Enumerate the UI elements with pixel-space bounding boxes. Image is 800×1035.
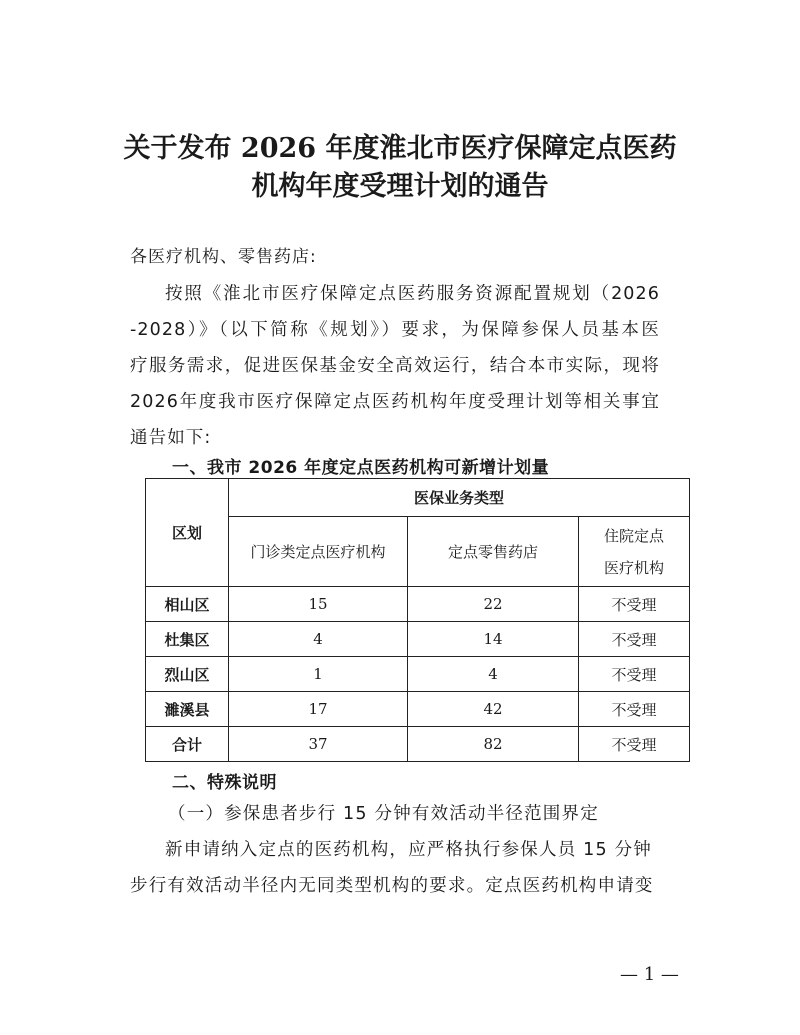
subsection-1-heading: （一）参保患者步行 15 分钟有效活动半径范围界定 [168,804,599,824]
cell-region: 合计 [146,727,229,762]
cell-region: 杜集区 [146,622,229,657]
salutation: 各医疗机构、零售药店: [130,247,317,267]
table-row [146,692,690,727]
quota-table [145,478,690,762]
cell-outpatient: 1 [229,657,408,692]
cell-inpatient: 不受理 [579,727,690,762]
table-row [146,587,690,622]
header-outpatient: 门诊类定点医疗机构 [229,517,408,587]
subsection-1-heading-wrap [168,796,668,832]
header-region: 区划 [146,479,229,587]
title-line-1: 关于发布 2026 年度淮北市医疗保障定点医药 [123,133,677,164]
header-pharmacy: 定点零售药店 [408,517,579,587]
intro-line: 按照《淮北市医疗保障定点医药服务资源配置规划（2026 [165,284,660,304]
cell-region: 濉溪县 [146,692,229,727]
cell-outpatient: 15 [229,587,408,622]
intro-line: 疗服务需求，促进医保基金安全高效运行，结合本市实际，现将 [130,356,660,376]
cell-inpatient: 不受理 [579,587,690,622]
table-row-total [146,727,690,762]
table-row [146,657,690,692]
cell-outpatient: 4 [229,622,408,657]
section-2-heading: 二、特殊说明 [172,773,277,793]
cell-pharmacy: 82 [408,727,579,762]
body-line: 步行有效活动半径内无同类型机构的要求。定点医药机构申请变 [130,876,654,896]
cell-region: 烈山区 [146,657,229,692]
document-title [100,130,700,206]
intro-line: -2028）》（以下简称《规划》）要求，为保障参保人员基本医 [130,320,660,340]
cell-pharmacy: 4 [408,657,579,692]
section-1-heading: 一、我市 2026 年度定点医药机构可新增计划量 [172,458,550,478]
body-paragraph [130,832,670,904]
header-inpatient-line1: 住院定点 [603,526,664,545]
title-line-2: 机构年度受理计划的通告 [251,171,549,202]
intro-line: 2026年度我市医疗保障定点医药机构年度受理计划等相关事宜 [130,392,660,412]
body-line: 新申请纳入定点的医药机构，应严格执行参保人员 15 分钟 [165,840,652,860]
cell-outpatient: 37 [229,727,408,762]
cell-region: 相山区 [146,587,229,622]
table-row [146,622,690,657]
cell-pharmacy: 14 [408,622,579,657]
cell-inpatient: 不受理 [579,692,690,727]
header-inpatient [579,517,690,587]
intro-line: 通告如下: [130,428,212,448]
cell-pharmacy: 22 [408,587,579,622]
page-number: — 1 — [620,964,679,985]
cell-outpatient: 17 [229,692,408,727]
intro-paragraph [130,276,660,456]
cell-pharmacy: 42 [408,692,579,727]
cell-inpatient: 不受理 [579,622,690,657]
header-business-type: 医保业务类型 [229,479,690,517]
header-inpatient-line2: 医疗机构 [603,558,664,577]
cell-inpatient: 不受理 [579,657,690,692]
